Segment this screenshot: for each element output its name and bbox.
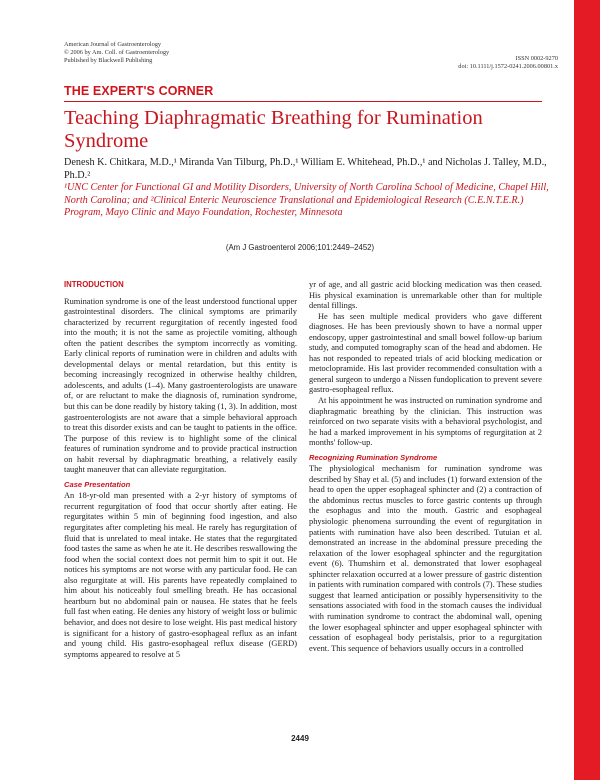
case-paragraph-continued: yr of age, and all gastric acid blocking medication was then ceased. His physical examination is unremarkable other than for multiple dental fillings. <box>309 280 542 311</box>
journal-identifiers <box>458 55 558 71</box>
journal-publisher: Published by Blackwell Publishing <box>64 57 153 64</box>
recognizing-heading: Recognizing Rumination Syndrome <box>309 452 438 462</box>
citation: (Am J Gastroenterol 2006;101:2449–2452) <box>225 243 375 252</box>
red-edge-bar <box>574 0 600 780</box>
case-presentation-paragraph: An 18-yr-old man presented with a 2-yr history of symptoms of recurrent regurgitation of food that occur shortly after eating. He regurgitates within 5 min of beginning food ingestion, and also regurgitates after completing his meal. He rarely has regurgitation of fluid that is unrelated to meal intake. He states that the regurgitated food tastes the same as when he ate it. He describes reswallowing the food when the social context does not permit him to spit it out. He notices his symptoms are not worse with any particular food. He can also regurgitate at will. His parents have repeatedly complained to him about his noticeably foul smelling breath. He has occasional heartburn but no abdominal pain or nausea. He states that he feels full fast when eating. He denies any history of weight loss or bulimic behavior, and does not desire to lose weight. His past medical history is significant for a history of gastro-esophageal reflux as an infant and young child. His gastro-esophageal reflux disease (GERD) symptoms appeared to resolve at 5 <box>64 491 297 659</box>
section-label: THE EXPERT'S CORNER <box>64 84 214 98</box>
left-column <box>64 280 297 660</box>
journal-info <box>64 41 169 65</box>
author-list: Denesh K. Chitkara, M.D.,¹ Miranda Van Tilburg, Ph.D.,¹ William E. Whitehead, Ph.D.,¹ and Nicholas J. Talley, M.D., Ph.D.² <box>64 157 547 181</box>
doi: doi: 10.1111/j.1572-0241.2006.00801.x <box>458 63 558 70</box>
introduction-heading: INTRODUCTION <box>64 280 124 289</box>
appointment-paragraph: At his appointment he was instructed on rumination syndrome and diaphragmatic breathing by the clinician. This instruction was reinforced on two separate visits with a behavioral psychologist, and he had a marked improvement in his symptoms of regurgitation at 2 months' follow-up. <box>309 396 542 448</box>
journal-name: American Journal of Gastroenterology <box>64 41 162 48</box>
journal-copyright: © 2006 by Am. Coll. of Gastroenterology <box>64 49 170 56</box>
page-number: 2449 <box>291 734 309 743</box>
article-title: Teaching Diaphragmatic Breathing for Rumination Syndrome <box>64 107 483 152</box>
section-divider <box>64 101 542 102</box>
author-affiliations: ¹UNC Center for Functional GI and Motility Disorders, University of North Carolina School of Medicine, Chapel Hill, North Carolina; and ²Clinical Enteric Neuroscience Translational and Epidemiological Research (C.E.N.T.E.R.) Program, Mayo Clinic and Mayo Foundation, Rochester, Minnesota <box>64 182 549 219</box>
introduction-paragraph: Rumination syndrome is one of the least understood functional upper gastrointestinal disorders. The clinical symptoms are primarily characterized by recurrent regurgitation of recently ingested food into the mouth; it is not the same as projectile vomiting, although often the patient describes the symptom incorrectly as vomiting. Early clinical reports of rumination were in children and adults with developmental delays or mental retardation, but this entity is becoming increasingly recognized in otherwise healthy children, adolescents, and adults (1–4). Many gastroenterologists are unaware of, or are reluctant to make the diagnosis of, rumination syndrome, but this can be done readily by history taking (1, 3). In addition, most gastroenterologists are not aware that a simple behavioral approach to treat this disorder exists and can be taught to patients in the office. The purpose of this review is to highlight some of the clinical features of rumination syndrome and to provide practical instruction on habit reversal by diaphragmatic breathing, a relatively easily taught maneuver that can alleviate regurgitation. <box>64 296 297 475</box>
providers-paragraph: He has seen multiple medical providers who gave different diagnoses. He has been previously shown to have a normal upper endoscopy, upper gastrointestinal and small bowel follow-up barium study, and computed tomography scan of the head and abdomen. He has not responded to repeated trials of acid blocking medication or metoclopramide. His last provider recommended consultation with a general surgeon to undergo a Nissen fundoplication to prevent severe gastro-esophageal reflux. <box>309 311 542 395</box>
recognizing-paragraph: The physiological mechanism for rumination syndrome was described by Shay et al. (5) and includes (1) forward extension of the head to open the upper esophageal sphincter and (2) a contraction of the abdominus rectus muscles to force gastric contents up through the esophagus and into the mouth. Gastric and esophageal physiologic phenomena surrounding the event of regurgitation in patients with rumination have also been described. Tutuian et al. demonstrated an increase in the abdominal pressure preceding the relaxation of the lower esophageal sphincter and the regurgitation event (6). Thumshirn et al. demonstrated that lower esophageal sphincter relaxation occurred at a lower pressure of gastric distention in patients with rumination compared with controls (7). These studies suggest that learned anticipation or possibly hypersensitivity to the sensations associated with food in the stomach causes the individual with rumination syndrome to contract the abdominal wall, opening the lower esophageal sphincter and upper esophageal sphincter with cessation of esophageal body peristalsis, prior to a regurgitation event. This sequence of behaviors usually occurs in a controlled <box>309 464 542 653</box>
right-column <box>309 280 542 654</box>
case-presentation-heading: Case Presentation <box>64 479 131 489</box>
issn: ISSN 0002-9270 <box>515 55 558 62</box>
